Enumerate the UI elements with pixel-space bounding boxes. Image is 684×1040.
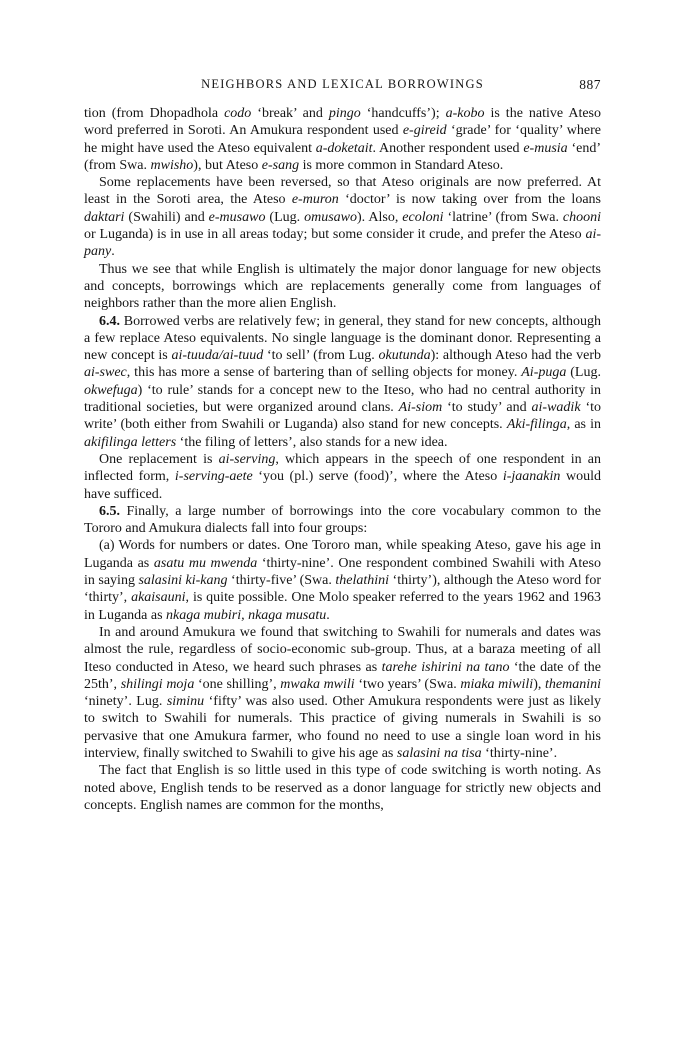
text-run: ‘thirty-nine’. One respondent combined Swahili with Ateso in saying [84,555,601,589]
text-run: tion (from Dhopadhola [84,106,225,121]
italic-term: themanini [544,676,601,692]
italic-term: e-muron [291,192,339,208]
italic-term: e-sang [261,157,300,173]
text-run: or Luganda) is in use in all areas today; but some consider it crude, and prefer the Ateso [84,227,586,243]
text-run: Borrowed verbs are relatively few; in general, they stand for new concepts, although a few replace Ateso equivalents. No single language is the dominant donor. Representing a new concept is [84,313,601,364]
paragraph [84,261,601,313]
italic-term: ai-swec [84,365,127,381]
italic-term: okutunda [378,348,431,364]
text-run: ), [533,676,545,692]
text-run: ‘fifty’ was also used. Other Amukura respondents were just as likely to switch to Swahili for numerals. This practice of giving numerals in Swahili is so pervasive that one Amukura farmer, who found no need to use a single loan word in his interview, finally switched to Swahili to give his age as [84,694,602,761]
text-run: (Lug. [265,209,305,225]
text-run: In and around Amukura we found that switching to Swahili for numerals and dates was almost the rule, regardless of socio-economic sub-group. Thus, at a baraza meeting of all Iteso conducted in Ateso, we heard such phrases as [84,624,601,675]
text-run: One replacement is [99,451,219,467]
text-run: ‘to write’ (both either from Swahili or Luganda) also stand for new concepts. [84,400,601,433]
text-run: ‘handcuffs’); [360,106,446,121]
text-run: . [111,244,115,260]
text-run: ‘thirty’), although the Ateso word for ‘thirty’, [84,573,601,606]
italic-term: ai-wadik [531,400,581,416]
paragraph [84,624,601,762]
text-run: The fact that English is so little used in this type of code switching is worth noting. As noted above, English tends to be reserved as a donor language for strictly new objects and concepts. English names are common for the months, [84,763,601,813]
italic-term: tarehe ishirini na tano [381,659,510,675]
paragraph [84,762,601,814]
text-run: Finally, a large number of borrowings into the core vocabulary common to the Tororo and Amukura dialects fall into four groups: [84,503,601,537]
text-run: Some replacements have been reversed, so that Ateso originals are now preferred. At least in the Soroti area, the Ateso [84,175,601,208]
text-run: would have sufficed. [84,469,602,502]
text-run: ‘latrine’ (from Swa. [443,209,563,225]
text-run: ‘thirty-five’ (Swa. [227,573,336,589]
page-body [84,105,601,814]
text-run: ‘break’ and [251,106,329,121]
italic-term: i-jaanakin [502,469,561,485]
italic-term: akifilinga letters [84,434,177,450]
paragraph [84,503,601,538]
text-run: is more common in Standard Ateso. [299,157,504,173]
italic-term: i-serving-aete [174,469,253,485]
italic-term: asatu mu mwenda [153,555,258,571]
italic-term: salasini ki-kang [138,573,228,589]
text-run: , this has more a sense of bartering than of selling objects for money. [126,365,522,381]
italic-term: a-doketait [315,140,373,156]
section-number: 6.5. [99,503,120,519]
italic-term: Ai-puga [521,365,567,381]
italic-term: mwisho [150,157,194,173]
text-run: ‘thirty-nine’. [481,745,558,761]
italic-term: codo [224,106,252,121]
text-run: ‘one shilling’, [194,676,281,692]
italic-term: nkaga mubiri, nkaga musatu [166,607,327,623]
italic-term: Aki-filinga [506,417,567,433]
italic-term: ai-serving [218,451,276,467]
paragraph [84,537,601,623]
text-run: ): although Ateso had the verb [430,348,601,364]
italic-term: ai-pany [84,227,601,260]
running-head [84,77,601,95]
italic-term: e-musawo [208,209,266,225]
text-run: ‘doctor’ is now taking over from the loans [338,192,601,208]
paragraph [84,174,601,260]
italic-term: miaka miwili [460,676,534,692]
italic-term: a-kobo [445,106,485,121]
italic-term: mwaka mwili [280,676,355,692]
text-run: , as in [566,417,601,433]
italic-term: pingo [328,106,361,121]
italic-term: ecoloni [402,209,444,225]
paragraph [84,451,601,503]
italic-term: shilingi moja [120,676,195,692]
italic-term: daktari [84,209,125,225]
italic-term: omusawo [304,209,358,225]
italic-term: Ai-siom [398,400,443,416]
text-run: ‘ninety’. Lug. [84,694,167,710]
text-run: . [326,607,330,623]
text-run: (a) Words for numbers or dates. One Tororo man, while speaking Ateso, gave his age in Luganda as [84,538,601,571]
text-run: Thus we see that while English is ultimately the major donor language for new objects and concepts, borrowings which are replacements generally come from languages of neighbors rather than the more alien English. [84,261,601,312]
text-run: ). Also, [357,209,403,225]
text-run: ) ‘to rule’ stands for a concept new to the Iteso, who had no central authority in traditional societies, but were organized around clans. [84,382,601,416]
italic-term: e-gireid [402,123,447,139]
text-run: is the native Ateso word preferred in Soroti. An Amukura respondent used [84,106,602,139]
italic-term: thelathini [335,573,390,589]
page-title: NEIGHBORS AND LEXICAL BORROWINGS [201,77,484,91]
page-number: 887 [579,77,601,92]
text-run: ‘the date of the 25th’, [84,659,602,692]
text-run: ), but Ateso [193,157,262,173]
text-run: ‘the filing of letters’, also stands for a new idea. [176,434,448,450]
text-run: ‘you (pl.) serve (food)’, where the Ateso [252,469,503,485]
italic-term: akaisauni [131,590,186,606]
paragraph [84,313,601,451]
italic-term: chooni [562,209,602,225]
text-run: . Another respondent used [372,140,524,156]
text-run: , which appears in the speech of one respondent in an inflected form, [84,451,601,485]
text-run: ‘to study’ and [442,400,532,416]
italic-term: siminu [166,694,205,710]
text-run: ‘end’ (from Swa. [84,140,601,173]
italic-term: e-musia [523,140,568,156]
italic-term: salasini na tisa [396,745,482,761]
text-run: ‘to sell’ (from Lug. [263,348,379,364]
italic-term: okwefuga [84,382,138,398]
text-run: ‘two years’ (Swa. [354,676,461,692]
italic-term: ai-tuuda/ai-tuud [171,348,264,364]
text-run: (Lug. [566,365,601,381]
paragraph [84,105,601,174]
text-run: , is quite possible. One Molo speaker referred to the years 1962 and 1963 in Luganda as [84,590,602,623]
text-run: ‘grade’ for ‘quality’ where he might have used the Ateso equivalent [84,123,601,156]
text-run: (Swahili) and [124,209,209,225]
section-number: 6.4. [99,313,120,329]
